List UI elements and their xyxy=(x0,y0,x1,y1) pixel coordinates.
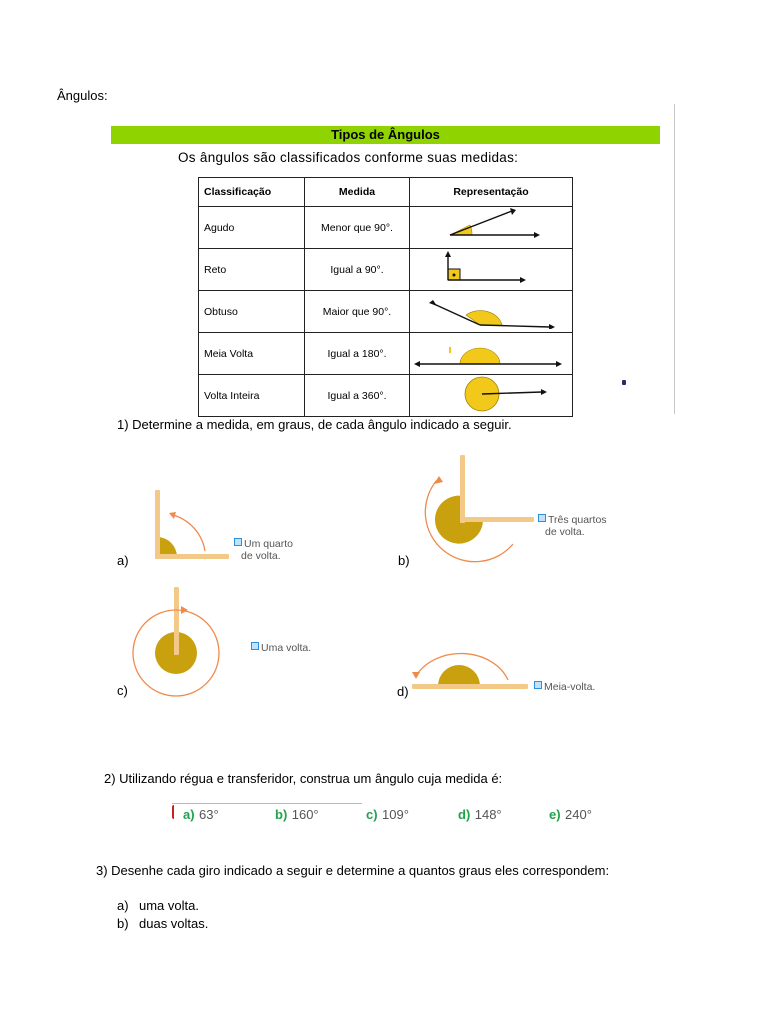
q3-item-letter: b) xyxy=(117,916,129,931)
q3-prompt: 3) Desenhe cada giro indicado a seguir e determine a quantos graus eles correspondem: xyxy=(96,863,610,878)
list-item xyxy=(117,916,209,931)
obtuse-angle-icon xyxy=(410,291,572,329)
table-row xyxy=(199,207,573,249)
q1-item-label: Uma volta. xyxy=(251,642,311,654)
decorative-mark xyxy=(172,805,178,819)
row-measure: Menor que 90°. xyxy=(305,207,410,249)
row-classification: Meia Volta xyxy=(199,333,305,375)
q2-option: d) 148° xyxy=(458,807,502,822)
label-marker-icon xyxy=(534,681,542,689)
q2-option: a) 63° xyxy=(183,807,219,822)
page-heading: Ângulos: xyxy=(57,88,108,103)
q1-item-label: Meia-volta. xyxy=(534,681,595,693)
label-marker-icon xyxy=(251,642,259,650)
row-drawing xyxy=(410,207,573,249)
three-quarter-turn-figure xyxy=(415,450,540,565)
acute-angle-icon xyxy=(410,207,572,245)
row-drawing xyxy=(410,333,573,375)
table-row xyxy=(199,291,573,333)
row-measure: Igual a 180°. xyxy=(305,333,410,375)
row-measure: Igual a 360°. xyxy=(305,375,410,417)
q1-item-letter: c) xyxy=(117,683,128,698)
row-drawing xyxy=(410,249,573,291)
decorative-rule xyxy=(172,803,362,804)
q2-option: c) 109° xyxy=(366,807,409,822)
q2-prompt: 2) Utilizando régua e transferidor, construa um ângulo cuja medida é: xyxy=(104,771,503,786)
table-row xyxy=(199,375,573,417)
row-drawing xyxy=(410,291,573,333)
row-drawing xyxy=(410,375,573,417)
straight-angle-icon xyxy=(410,333,572,371)
q1-item-letter: b) xyxy=(398,553,410,568)
q3-item-text: duas voltas. xyxy=(139,916,209,931)
row-measure: Igual a 90°. xyxy=(305,249,410,291)
table-subtitle: Os ângulos são classificados conforme suas medidas: xyxy=(178,150,519,165)
label-marker-icon xyxy=(538,514,546,522)
row-classification: Obtuso xyxy=(199,291,305,333)
row-measure: Maior que 90°. xyxy=(305,291,410,333)
table-title: Tipos de Ângulos xyxy=(331,127,440,142)
divider xyxy=(674,104,675,414)
q1-item-label: Um quarto de volta. xyxy=(234,538,293,562)
table-row xyxy=(199,333,573,375)
q1-prompt: 1) Determine a medida, em graus, de cada ângulo indicado a seguir. xyxy=(117,417,512,432)
table-header-row xyxy=(199,178,573,207)
stray-mark xyxy=(622,380,626,385)
table-row xyxy=(199,249,573,291)
q1-item-letter: d) xyxy=(397,684,409,699)
q3-item-letter: a) xyxy=(117,898,129,913)
full-turn-angle-icon xyxy=(410,375,572,413)
q1-item-label: Três quartos de volta. xyxy=(538,514,607,538)
quarter-turn-figure xyxy=(145,485,240,565)
q1-item-letter: a) xyxy=(117,553,129,568)
header-classification: Classificação xyxy=(199,178,305,207)
row-classification: Reto xyxy=(199,249,305,291)
list-item xyxy=(117,898,199,913)
half-turn-figure xyxy=(408,638,533,696)
label-marker-icon xyxy=(234,538,242,546)
right-angle-icon xyxy=(410,249,572,287)
q3-item-text: uma volta. xyxy=(139,898,199,913)
row-classification: Volta Inteira xyxy=(199,375,305,417)
angle-types-table xyxy=(198,177,573,417)
q2-option: b) 160° xyxy=(275,807,319,822)
full-turn-figure xyxy=(128,585,228,700)
header-representation: Representação xyxy=(410,178,573,207)
row-classification: Agudo xyxy=(199,207,305,249)
q2-option: e) 240° xyxy=(549,807,592,822)
header-measure: Medida xyxy=(305,178,410,207)
